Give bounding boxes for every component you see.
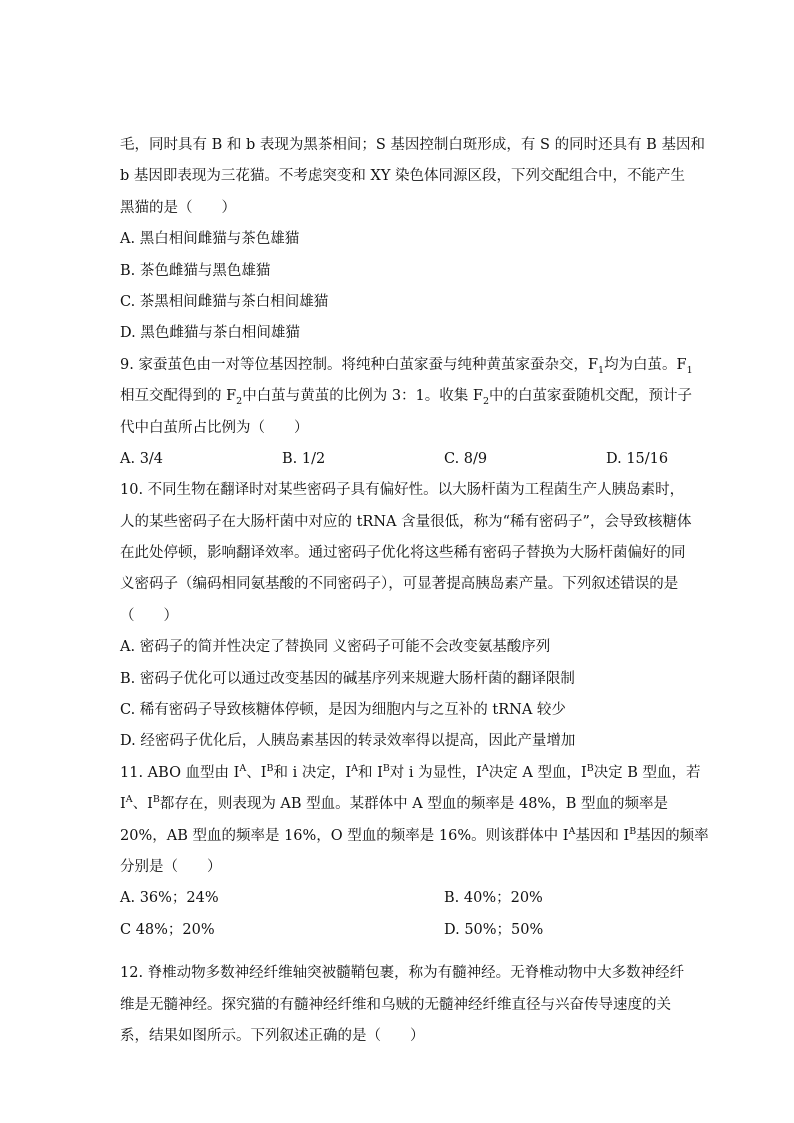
question-12 [120,958,685,1052]
q8-line-2: b 基因即表现为三花猫。不考虑突变和 XY 染色体同源区段，下列交配组合中，不能产生 [120,168,686,185]
q11-line-1: 11. ABO 血型由 $I^A$、$I^B$和 i 决定，$I^A$和 $I^B$对 i 为显性，$I^A$决定 A 型血，$I^B$决定 B 型血，若 [120,762,701,781]
q10-line-2: 人的某些密码子在大肠杆菌中对应的 tRNA 含量很低，称为“稀有密码子”，会导致核糖体 [120,513,692,530]
q12-line-1: 12. 脊椎动物多数神经纤维轴突被髓鞘包裹，称为有髓神经。无脊椎动物中大多数神经纤 [120,965,685,982]
exam-page [120,130,709,1052]
q10-option-c[interactable]: C. 稀有密码子导致核糖体停顿，是因为细胞内与之互补的 tRNA 较少 [120,702,566,719]
q11-line-3: 20%，AB 型血的频率是 16%，O 型血的频率是 16%。则该群体中 $I^A$基因和 $I^B$基因的频率 [120,825,709,844]
question-8 [120,130,705,350]
q10-line-3: 在此处停顿，影响翻译效率。通过密码子优化将这些稀有密码子替换为大肠杆菌偏好的同 [120,545,686,562]
q9-line-1: 9. 家蚕茧色由一对等位基因控制。将纯种白茧家蚕与纯种黄茧家蚕杂交，$F_1$均为白茧。$F_1$ [120,356,693,376]
q11-option-d[interactable]: D. 50%；50% [444,921,544,938]
q11-options-row-1 [120,883,680,914]
q9-line-2: 相互交配得到的 $F_2$中白茧与黄茧的比例为 3：1。收集 $F_2$中的白茧家蚕随机交配，预计子 [120,388,692,408]
q9-option-b[interactable]: B. 1/2 [282,450,326,467]
q8-option-b[interactable]: B. 茶色雌猫与黑色雄猫 [120,262,271,279]
q8-option-d[interactable]: D. 黑色雌猫与茶白相间雄猫 [120,325,300,342]
q9-option-d[interactable]: D. 15/16 [606,450,669,467]
q8-option-a[interactable]: A. 黑白相间雌猫与茶色雄猫 [120,231,300,248]
question-10 [120,475,692,758]
q10-option-d[interactable]: D. 经密码子优化后，人胰岛素基因的转录效率得以提高，因此产量增加 [120,733,576,750]
question-11 [120,758,709,946]
q8-option-c[interactable]: C. 茶黑相间雌猫与茶白相间雄猫 [120,293,329,310]
q11-option-a[interactable]: A. 36%；24% [120,890,219,907]
q10-option-b[interactable]: B. 密码子优化可以通过改变基因的碱基序列来规避大肠杆菌的翻译限制 [120,670,575,687]
q9-line-3: 代中白茧所占比例为（ ） [120,419,309,436]
q10-option-a[interactable]: A. 密码子的简并性决定了替换同 义密码子可能不会改变氨基酸序列 [120,639,551,656]
q10-line-5: （ ） [120,607,178,624]
q9-option-a[interactable]: A. 3/4 [120,450,164,467]
q11-line-4: 分别是（ ） [120,858,222,875]
q10-line-1: 10. 不同生物在翻译时对某些密码子具有偏好性。以大肠杆菌为工程菌生产人胰岛素时， [120,482,685,499]
spacer [120,946,680,958]
q8-line-3: 黑猫的是（ ） [120,199,236,216]
q12-line-3: 系，结果如图所示。下列叙述正确的是（ ） [120,1027,425,1044]
q12-line-2: 维是无髓神经。探究猫的有髓神经纤维和乌贼的无髓神经纤维直径与兴奋传导速度的关 [120,996,671,1013]
q11-option-b[interactable]: B. 40%；20% [444,890,543,907]
q11-line-2: $I^A$、$I^B$都存在，则表现为 AB 型血。某群体中 A 型血的频率是 48%，B 型血的频率是 [120,794,668,813]
q9-options [120,444,680,475]
q10-line-4: 义密码子（编码相同氨基酸的不同密码子），可显著提高胰岛素产量。下列叙述错误的是 [120,576,679,593]
question-9 [120,350,693,476]
q11-option-c[interactable]: C 48%；20% [120,921,215,938]
q11-options-row-2 [120,915,680,946]
q8-line-1: 毛，同时具有 B 和 b 表现为黑茶相间；S 基因控制白斑形成，有 S 的同时还具有 B 基因和 [120,137,705,153]
q9-option-c[interactable]: C. 8/9 [444,450,488,467]
